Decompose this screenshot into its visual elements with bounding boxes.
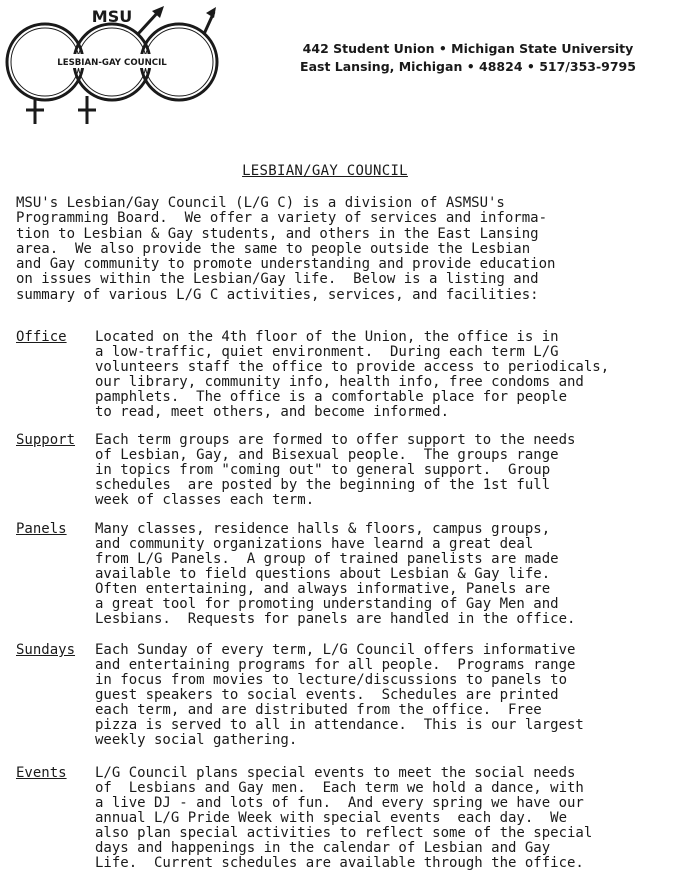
section-label-support: Support bbox=[16, 432, 76, 448]
section-label-sundays: Sundays bbox=[16, 642, 76, 658]
section-body-office: Located on the 4th floor of the Union, the office is in a low-traffic, quiet environment. During each term L/G volunteers staff the office to provide access to periodicals, our library, community info, health info, free condoms and pamphlets. The office is a comfortable place for people to read, meet others, and become informed. bbox=[95, 329, 610, 420]
letterhead bbox=[0, 0, 700, 130]
logo-council-name-text: LESBIAN-GAY COUNCIL bbox=[57, 58, 167, 68]
section-label-office: Office bbox=[16, 329, 67, 345]
section-body-support: Each term groups are formed to offer support to the needs of Lesbian, Gay, and Bisexual people. The groups range in topics from "coming out" to general support. Group schedules are posted by the beginning of the 1st full week of classes each term. bbox=[95, 432, 576, 508]
section-label-events: Events bbox=[16, 765, 67, 781]
logo-msu-text: MSU bbox=[91, 7, 133, 26]
letterhead-address bbox=[248, 40, 688, 76]
document-title: LESBIAN/GAY COUNCIL bbox=[242, 163, 408, 179]
intro-paragraph: MSU's Lesbian/Gay Council (L/G C) is a division of ASMSU's Programming Board. We offer a variety of services and informa- tion to Lesbian & Gay students, and others in the East Lansing area. We also provide the same to people outside the Lesbian and Gay community to promote understanding and provide education on issues within the Lesbian/Gay life. Below is a listing and summary of various L/G C activities, services, and facilities: bbox=[16, 195, 556, 303]
section-label-panels: Panels bbox=[16, 521, 67, 537]
section-body-panels: Many classes, residence halls & floors, campus groups, and community organizations have learnd a great deal from L/G Panels. A group of trained panelists are made available to field questions about Lesbian & Gay life. Often entertaining, and always informative, Panels are a great tool for promoting understanding of Gay Men and Lesbians. Requests for panels are handled in the office. bbox=[95, 521, 576, 627]
address-line-1: 442 Student Union • Michigan State University bbox=[302, 41, 634, 56]
msu-lesbian-gay-council-logo bbox=[0, 2, 225, 127]
section-body-events: L/G Council plans special events to meet the social needs of Lesbians and Gay men. Each term we hold a dance, with a live DJ - and lots of fun. And every spring we have our annual L/G Pride Week with special events each day. We also plan special activities to reflect some of the special days and happenings in the calendar of Lesbian and Gay Life. Current schedules are available through the office. bbox=[95, 765, 593, 871]
section-body-sundays: Each Sunday of every term, L/G Council offers informative and entertaining programs for all people. Programs range in focus from movies to lecture/discussions to panels to guest speakers to social events. Schedules are printed each term, and are distributed from the office. Free pizza is served to all in attendance. This is our largest weekly social gathering. bbox=[95, 642, 584, 748]
address-line-2: East Lansing, Michigan • 48824 • 517/353-9795 bbox=[300, 59, 636, 74]
interlocking-gender-symbols-icon bbox=[0, 2, 225, 127]
